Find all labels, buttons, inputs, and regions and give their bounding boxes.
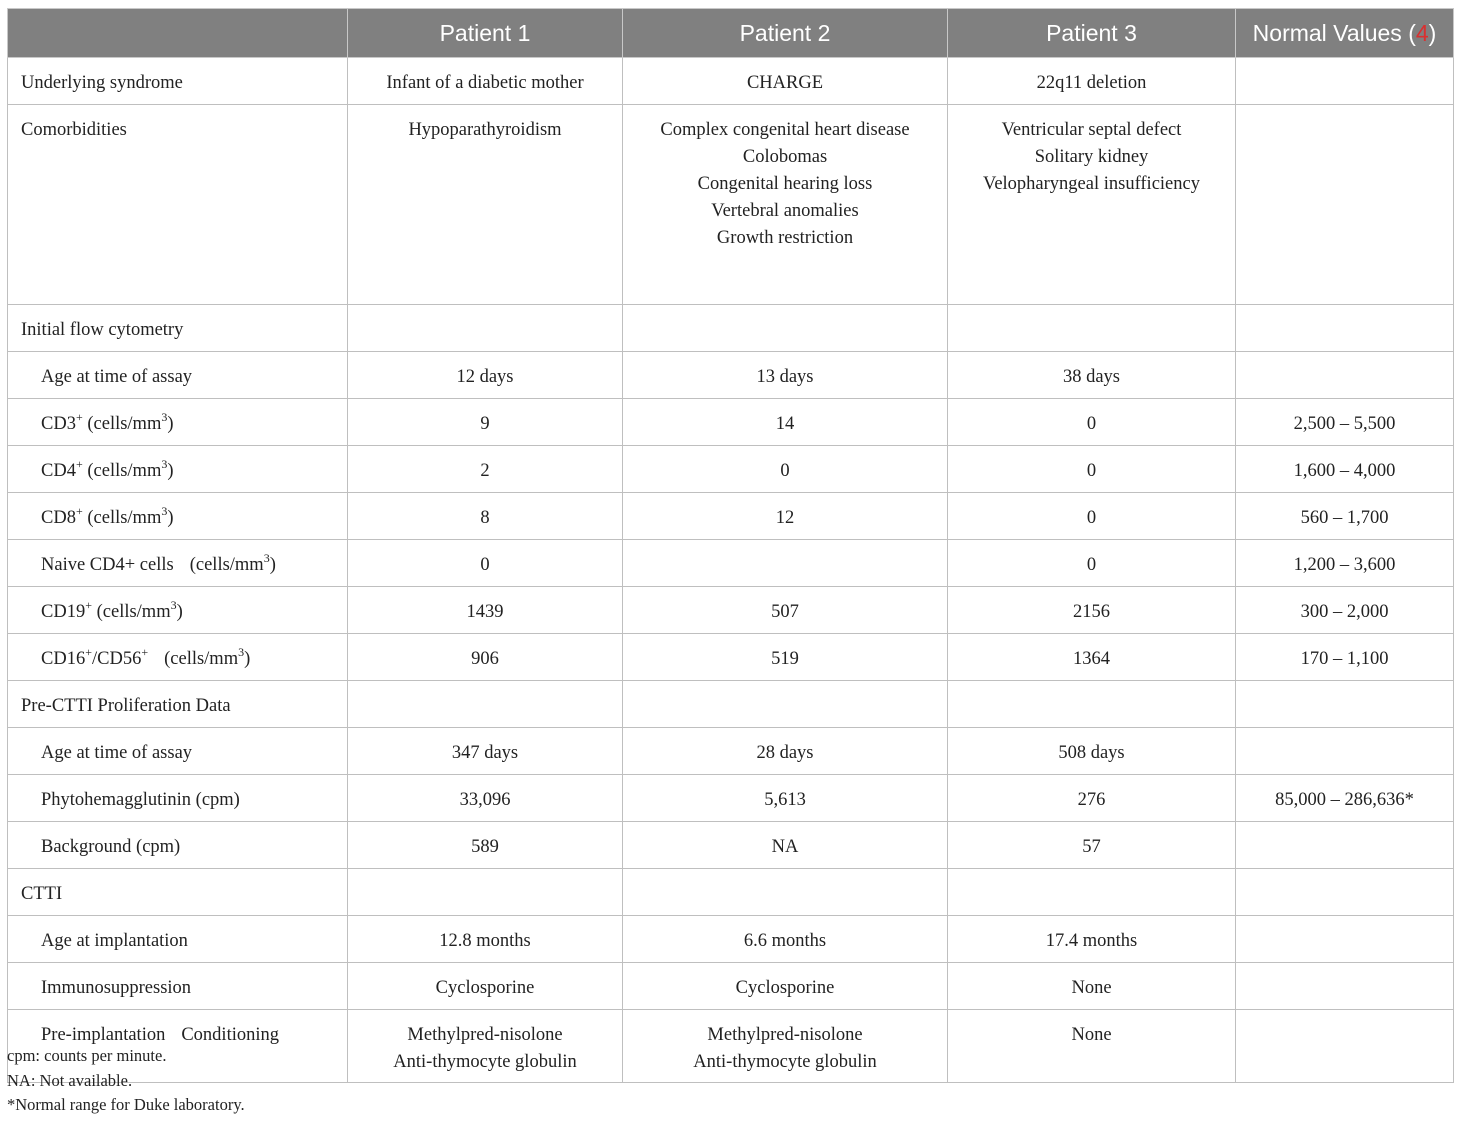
cell-empty	[948, 681, 1236, 728]
table-row	[8, 587, 1454, 634]
cell-patient-3: 0	[948, 493, 1236, 540]
cell-normal: 170 – 1,100	[1236, 634, 1454, 681]
cell-normal: 1,200 – 3,600	[1236, 540, 1454, 587]
cell-patient-2: 507	[623, 587, 948, 634]
cell-patient-1: 906	[348, 634, 623, 681]
patient-characteristics-table	[7, 8, 1454, 1083]
cell-normal: 300 – 2,000	[1236, 587, 1454, 634]
cell-patient-1: 347 days	[348, 728, 623, 775]
cell-empty	[623, 305, 948, 352]
header-patient-3: Patient 3	[948, 9, 1236, 58]
conditioning-item: None	[1071, 1025, 1112, 1045]
cell-patient-3: 17.4 months	[948, 916, 1236, 963]
header-normal-close: )	[1428, 19, 1437, 46]
cell-patient-1: 9	[348, 399, 623, 446]
header-normal-values	[1236, 9, 1454, 58]
cell-empty	[1236, 305, 1454, 352]
cell-patient-2: CHARGE	[623, 58, 948, 105]
cell-normal: 560 – 1,700	[1236, 493, 1454, 540]
comorbidity-item: Colobomas	[742, 147, 828, 167]
section-label: CTTI	[8, 869, 348, 916]
comorbidity-item: Solitary kidney	[1034, 147, 1149, 167]
cell-normal	[1236, 1010, 1454, 1083]
row-label: Comorbidities	[8, 105, 348, 305]
section-row	[8, 305, 1454, 352]
table-row	[8, 775, 1454, 822]
footnote: NA: Not available.	[7, 1070, 133, 1090]
cell-patient-2	[623, 1010, 948, 1083]
cell-normal	[1236, 105, 1454, 305]
cell-empty	[948, 869, 1236, 916]
cell-patient-2: 28 days	[623, 728, 948, 775]
cell-normal: 2,500 – 5,500	[1236, 399, 1454, 446]
cell-patient-1: 1439	[348, 587, 623, 634]
conditioning-item: Methylpred-nisolone	[707, 1025, 863, 1045]
cell-normal	[1236, 728, 1454, 775]
row-label: Immunosuppression	[8, 963, 348, 1010]
header-blank	[8, 9, 348, 58]
row-label: Age at implantation	[8, 916, 348, 963]
cell-patient-2	[623, 540, 948, 587]
table-footnotes	[7, 1044, 245, 1118]
comorbidity-item: Vertebral anomalies	[711, 201, 859, 221]
table-row	[8, 822, 1454, 869]
cell-patient-3: 1364	[948, 634, 1236, 681]
section-row	[8, 869, 1454, 916]
cell-empty	[348, 869, 623, 916]
cell-patient-1: 12.8 months	[348, 916, 623, 963]
cell-patient-1: Cyclosporine	[348, 963, 623, 1010]
section-label: Initial flow cytometry	[8, 305, 348, 352]
cell-patient-1	[348, 105, 623, 305]
cell-patient-2: 12	[623, 493, 948, 540]
cell-empty	[348, 305, 623, 352]
cell-patient-3: 0	[948, 540, 1236, 587]
row-label-cd8: CD8+ $(cells/mm^3)$	[8, 493, 348, 540]
cell-patient-1: 33,096	[348, 775, 623, 822]
cell-normal	[1236, 916, 1454, 963]
cell-empty	[623, 681, 948, 728]
row-label: Phytohemagglutinin (cpm)	[8, 775, 348, 822]
row-label: Age at time of assay	[8, 352, 348, 399]
cell-patient-2: 5,613	[623, 775, 948, 822]
table-row	[8, 634, 1454, 681]
table-row	[8, 540, 1454, 587]
cell-normal	[1236, 352, 1454, 399]
cell-empty	[348, 681, 623, 728]
table-row	[8, 963, 1454, 1010]
comorbidity-item: Congenital hearing loss	[697, 174, 873, 194]
cell-empty	[623, 869, 948, 916]
table-row	[8, 58, 1454, 105]
section-label: Pre-CTTI Proliferation Data	[8, 681, 348, 728]
cell-patient-1: 2	[348, 446, 623, 493]
cell-patient-3: 276	[948, 775, 1236, 822]
footnote: cpm: counts per minute.	[7, 1046, 167, 1065]
cell-patient-2: 0	[623, 446, 948, 493]
cell-empty	[1236, 681, 1454, 728]
cell-normal	[1236, 963, 1454, 1010]
cell-empty	[1236, 869, 1454, 916]
cell-patient-2: 14	[623, 399, 948, 446]
row-label-cd4: CD4+ $(cells/mm^3)$	[8, 446, 348, 493]
table-row	[8, 105, 1454, 305]
conditioning-item: Anti-thymocyte globulin	[393, 1052, 577, 1072]
cell-patient-2	[623, 105, 948, 305]
cell-patient-2: NA	[623, 822, 948, 869]
row-label-cd3: CD3+ $(cells/mm^3)$	[8, 399, 348, 446]
row-label: Background (cpm)	[8, 822, 348, 869]
row-label: Age at time of assay	[8, 728, 348, 775]
cell-patient-3: None	[948, 963, 1236, 1010]
header-normal-text: Normal Values (	[1252, 19, 1416, 46]
comorbidity-item: Ventricular septal defect	[1001, 120, 1182, 140]
table-row	[8, 352, 1454, 399]
clinical-table-container	[7, 8, 1453, 1083]
table-row	[8, 916, 1454, 963]
table-header-row	[8, 9, 1454, 58]
table-row	[8, 493, 1454, 540]
table-row	[8, 399, 1454, 446]
cell-patient-1: 12 days	[348, 352, 623, 399]
row-label: Underlying syndrome	[8, 58, 348, 105]
cell-patient-3: 38 days	[948, 352, 1236, 399]
cell-patient-1: 589	[348, 822, 623, 869]
cell-patient-2: 13 days	[623, 352, 948, 399]
table-row	[8, 446, 1454, 493]
row-label-cd19: CD19+ $(cells/mm^3)$	[8, 587, 348, 634]
cell-patient-2: 6.6 months	[623, 916, 948, 963]
comorbidity-item: Growth restriction	[716, 228, 854, 248]
row-label-cd16-cd56: CD16+/CD56+ $(cells/mm^3)$	[8, 634, 348, 681]
row-label-naive-cd4: Naive CD4+ cells $(cells/mm^3)$	[8, 540, 348, 587]
header-patient-2: Patient 2	[623, 9, 948, 58]
comorbidity-item: Complex congenital heart disease	[660, 120, 910, 140]
cell-patient-1: 8	[348, 493, 623, 540]
conditioning-item: Anti-thymocyte globulin	[693, 1052, 877, 1072]
row-label-conditioning: Pre-implantation Conditioning	[8, 1010, 348, 1083]
cell-patient-3: 0	[948, 446, 1236, 493]
cell-patient-1: Infant of a diabetic mother	[348, 58, 623, 105]
cell-patient-2: 519	[623, 634, 948, 681]
cell-patient-3: 57	[948, 822, 1236, 869]
header-patient-1: Patient 1	[348, 9, 623, 58]
cell-normal	[1236, 822, 1454, 869]
footnote: *Normal range for Duke laboratory.	[7, 1095, 245, 1114]
cell-patient-1: 0	[348, 540, 623, 587]
cell-patient-1	[348, 1010, 623, 1083]
cell-normal	[1236, 58, 1454, 105]
cell-empty	[948, 305, 1236, 352]
cell-patient-3	[948, 1010, 1236, 1083]
reference-link[interactable]: 4	[1415, 19, 1429, 46]
table-row	[8, 728, 1454, 775]
cell-normal: 1,600 – 4,000	[1236, 446, 1454, 493]
cell-patient-2: Cyclosporine	[623, 963, 948, 1010]
section-row	[8, 681, 1454, 728]
comorbidity-item: Velopharyngeal insufficiency	[983, 174, 1200, 194]
comorbidity-item: Hypoparathyroidism	[408, 120, 562, 140]
cell-patient-3: 22q11 deletion	[948, 58, 1236, 105]
cell-patient-3	[948, 105, 1236, 305]
cell-normal: 85,000 – 286,636*	[1236, 775, 1454, 822]
conditioning-item: Methylpred-nisolone	[407, 1025, 563, 1045]
cell-patient-3: 2156	[948, 587, 1236, 634]
cell-patient-3: 0	[948, 399, 1236, 446]
cell-patient-3: 508 days	[948, 728, 1236, 775]
